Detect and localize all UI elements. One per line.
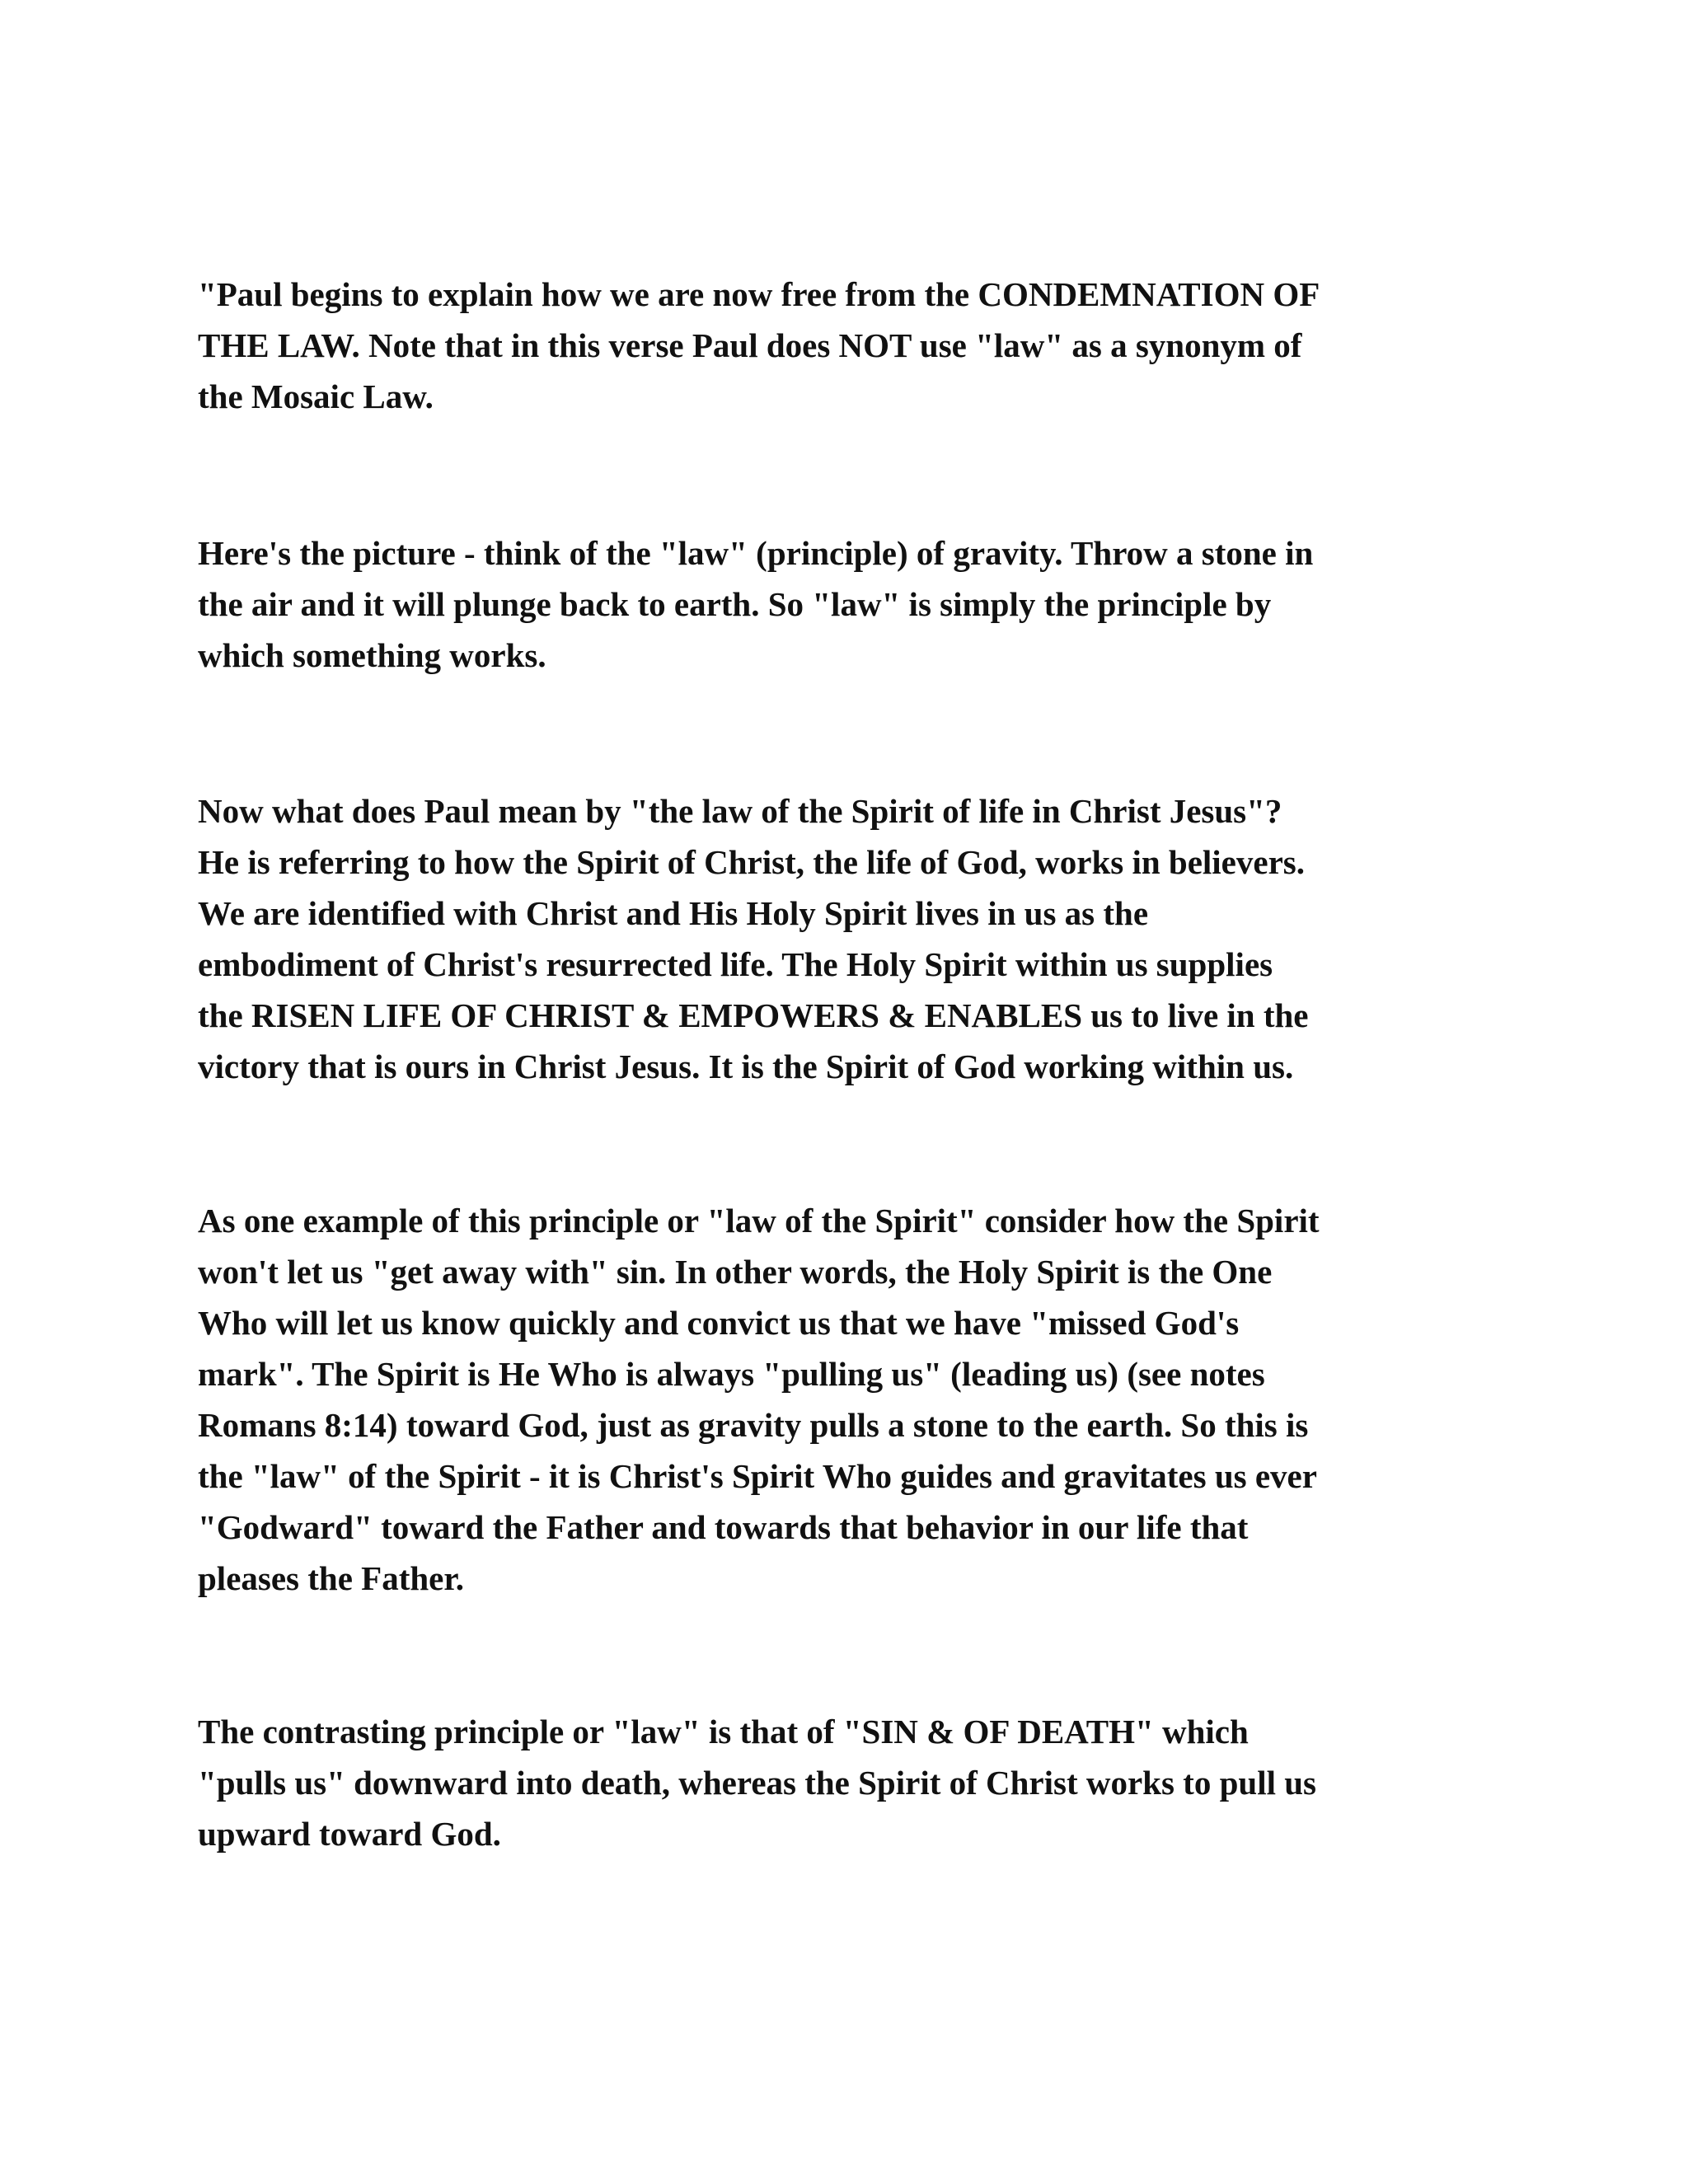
text-line: the "law" of the Spirit - it is Christ's Spirit Who guides and gravitates us ever bbox=[198, 1457, 1317, 1495]
text-line: the air and it will plunge back to earth. So "law" is simply the principle by bbox=[198, 585, 1272, 623]
paragraph-example-of-the-principle bbox=[198, 1195, 1500, 1604]
text-line: victory that is ours in Christ Jesus. It is the Spirit of God working within us. bbox=[198, 1047, 1294, 1085]
text-line: As one example of this principle or "law of the Spirit" consider how the Spirit bbox=[198, 1202, 1320, 1240]
text-line: the RISEN LIFE OF CHRIST & EMPOWERS & ENABLES us to live in the bbox=[198, 996, 1309, 1034]
paragraph-sin-and-death bbox=[198, 1706, 1500, 1859]
text-line: "pulls us" downward into death, whereas the Spirit of Christ works to pull us bbox=[198, 1764, 1316, 1802]
paragraph-law-of-the-spirit-of-life bbox=[198, 785, 1500, 1092]
text-line: The contrasting principle or "law" is that of "SIN & OF DEATH" which bbox=[198, 1713, 1249, 1750]
text-line: He is referring to how the Spirit of Christ, the life of God, works in believers. bbox=[198, 843, 1305, 881]
text-line: which something works. bbox=[198, 636, 546, 674]
text-line: THE LAW. Note that in this verse Paul does NOT use "law" as a synonym of bbox=[198, 326, 1302, 364]
text-line: embodiment of Christ's resurrected life. The Holy Spirit within us supplies bbox=[198, 945, 1273, 983]
text-line: Now what does Paul mean by "the law of the Spirit of life in Christ Jesus"? bbox=[198, 792, 1282, 830]
text-line: Who will let us know quickly and convict us that we have "missed God's bbox=[198, 1304, 1240, 1342]
text-line: upward toward God. bbox=[198, 1815, 501, 1853]
text-line: pleases the Father. bbox=[198, 1559, 465, 1597]
text-line: We are identified with Christ and His Holy Spirit lives in us as the bbox=[198, 894, 1149, 932]
text-line: "Godward" toward the Father and towards that behavior in our life that bbox=[198, 1508, 1249, 1546]
text-line: mark". The Spirit is He Who is always "pulling us" (leading us) (see notes bbox=[198, 1355, 1265, 1393]
paragraph-condemnation-of-the-law bbox=[198, 269, 1500, 422]
text-line: Here's the picture - think of the "law" (principle) of gravity. Throw a stone in bbox=[198, 534, 1314, 572]
text-line: the Mosaic Law. bbox=[198, 377, 434, 415]
text-line: won't let us "get away with" sin. In other words, the Holy Spirit is the One bbox=[198, 1253, 1273, 1291]
paragraph-law-of-gravity bbox=[198, 527, 1500, 681]
text-line: "Paul begins to explain how we are now free from the CONDEMNATION OF bbox=[198, 275, 1320, 313]
text-line: Romans 8:14) toward God, just as gravity pulls a stone to the earth. So this is bbox=[198, 1406, 1309, 1444]
